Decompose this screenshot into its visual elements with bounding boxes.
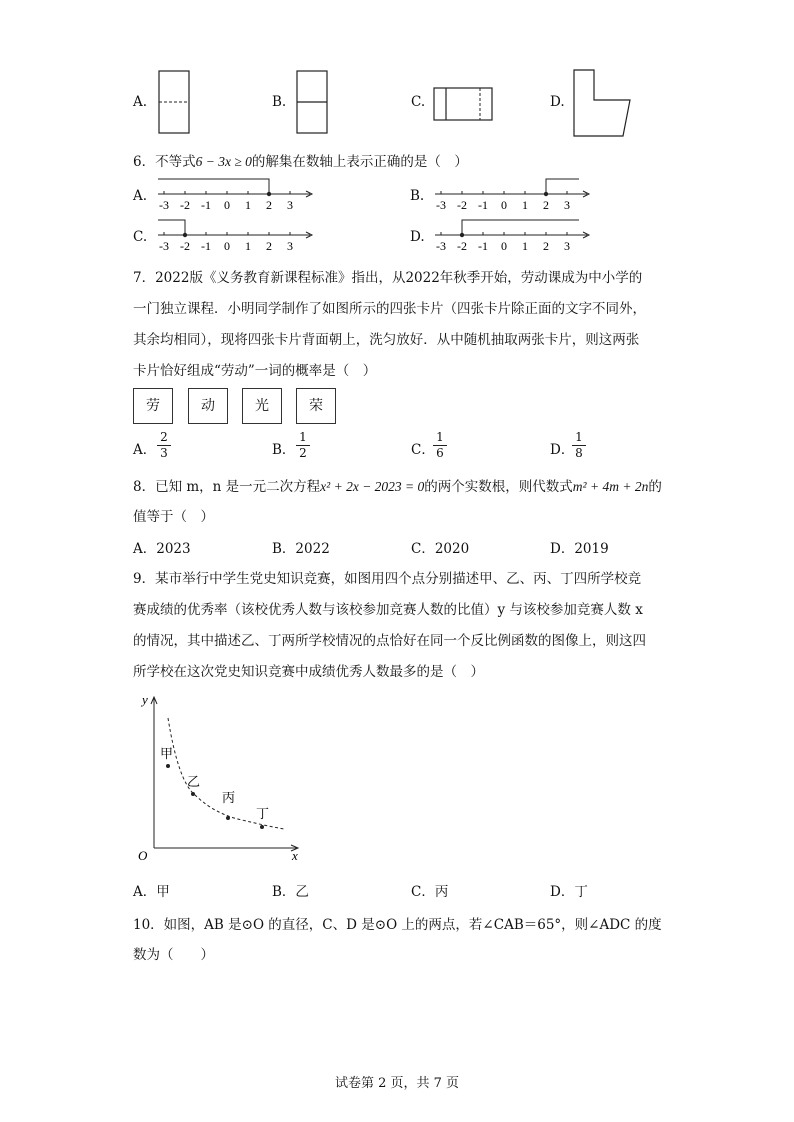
origin-label: O [138,848,148,863]
q9-option-c: C．丙 [411,884,449,900]
q8-option-c: C．2020 [411,541,470,557]
q5-figure-a [150,68,200,138]
q8-suffix: 的 [648,479,662,495]
tick-label: 1 [245,198,251,212]
q6-option-b-label: B. [410,188,425,204]
tick-label: -2 [457,239,467,253]
q5-option-c-label: C. [411,94,426,110]
q7-option-c-fraction [433,430,447,461]
tick-label: 3 [287,239,293,253]
tick-label: -3 [159,239,169,253]
point-yi [191,792,195,796]
q7-option-a-fraction [157,430,171,461]
tick-label: 0 [224,239,230,253]
point-jia-label: 甲 [160,746,174,761]
point-ding-label: 丁 [256,806,270,821]
q8-option-b: B．2022 [272,541,330,557]
point-bing [226,816,230,820]
q7-option-d-fraction [572,430,586,461]
denominator: 2 [296,445,310,461]
q9-option-b: B．乙 [272,884,309,900]
q6-stem-suffix: 的解集在数轴上表示正确的是（ ） [251,154,468,170]
q9-line-3: 的情况，其中描述乙、丁两所学校情况的点恰好在同一个反比例函数的图像上，则这四 [133,633,646,649]
q9-line-2: 赛成绩的优秀率（该校优秀人数与该校参加竞赛人数的比值）y 与该校参加竞赛人数 x [133,602,643,618]
tick-label: 3 [564,239,570,253]
q7-line-4: 卡片恰好组成“劳动”一词的概率是（ ） [133,363,377,379]
q9-option-a: A．甲 [133,884,170,900]
tick-label: 0 [501,198,507,212]
tick-label: -1 [478,198,488,212]
q7-card-3: 光 [242,388,282,424]
q7-card-4: 荣 [296,388,336,424]
tick-label: -1 [201,198,211,212]
q8-option-d: D．2019 [550,541,609,557]
q7-option-d-label: D． [550,442,575,458]
q7-line-2: 一门独立课程．小明同学制作了如图所示的四张卡片（四张卡片除正面的文字不同外， [133,301,646,317]
x-axis-label: x [292,848,298,863]
q6-option-c-label: C. [133,229,148,245]
q8-equation: x² + 2x − 2023 = 0 [320,479,425,494]
q6-inequality: 6 − 3x ≥ 0 [195,154,252,169]
q5-option-b-label: B. [272,94,287,110]
q10-line-2: 数为（ ） [133,947,214,963]
q7-option-b-fraction [296,430,310,461]
tick-label: -3 [436,198,446,212]
q7-line-1: 7．2022版《义务教育新课程标准》指出，从2022年秋季开始，劳动课成为中小学的 [133,270,643,286]
q7-option-c-label: C． [411,442,435,458]
tick-label: 1 [522,198,528,212]
q9-line-1: 9．某市举行中学生党史知识竞赛，如图用四个点分别描述甲、乙、丙、丁四所学校竞 [133,571,642,587]
q6-stem-prefix: 6．不等式 [133,154,196,170]
point-jia [166,764,170,768]
denominator: 3 [157,445,171,461]
q8-line-1 [133,475,662,495]
q8-expression: m² + 4m + 2n [572,479,649,494]
q6-numberline-d [427,213,597,255]
q10-line-1: 10．如图，AB 是⊙O 的直径，C、D 是⊙O 上的两点，若∠CAB＝65°，则∠ADC 的度 [133,917,662,933]
y-axis-label: y [142,692,148,707]
q9-graph [132,688,312,868]
numerator: 1 [575,430,583,444]
tick-label: 2 [543,239,549,253]
tick-label: 2 [266,198,272,212]
q5-figure-c [430,85,500,125]
tick-label: -2 [180,239,190,253]
page-footer: 试卷第 2 页，共 7 页 [334,1076,460,1091]
point-ding [260,825,264,829]
point-yi-label: 乙 [187,774,201,789]
tick-label: 1 [245,239,251,253]
tick-label: -2 [457,198,467,212]
q7-card-2: 动 [188,388,228,424]
tick-label: 0 [501,239,507,253]
q6-numberline-b [427,172,597,214]
numerator: 1 [299,430,307,444]
numerator: 1 [436,430,444,444]
tick-label: -1 [201,239,211,253]
q6-option-d-label: D. [410,229,425,245]
q5-figure-d [568,66,638,140]
q6-numberline-c [150,213,320,255]
q7-option-a-label: A． [133,442,157,458]
tick-label: -3 [159,198,169,212]
tick-label: 2 [543,198,549,212]
q6-option-a-label: A. [133,188,148,204]
q5-figure-b [288,68,338,138]
q7-card-1: 劳 [133,388,173,424]
tick-label: 3 [287,198,293,212]
tick-label: 2 [266,239,272,253]
tick-label: 1 [522,239,528,253]
tick-label: -2 [180,198,190,212]
q9-line-4: 所学校在这次党史知识竞赛中成绩优秀人数最多的是（ ） [133,664,484,680]
q8-prefix: 8．已知 m，n 是一元二次方程 [133,479,321,495]
denominator: 6 [433,445,447,461]
q8-option-a: A．2023 [133,541,191,557]
q5-option-d-label: D. [550,94,565,110]
denominator: 8 [572,445,586,461]
tick-label: -3 [436,239,446,253]
q8-line-2: 值等于（ ） [133,509,214,525]
tick-label: 0 [224,198,230,212]
numerator: 2 [160,430,168,444]
point-bing-label: 丙 [222,790,236,805]
q8-mid: 的两个实数根，则代数式 [424,479,573,495]
q7-line-3: 其余均相同），现将四张卡片背面朝上，洗匀放好．从中随机抽取两张卡片，则这两张 [133,332,640,348]
tick-label: 3 [564,198,570,212]
q6-stem [133,150,468,170]
q7-option-b-label: B． [272,442,296,458]
tick-label: -1 [478,239,488,253]
q6-numberline-a [150,172,320,214]
q9-option-d: D．丁 [550,884,588,900]
q5-option-a-label: A. [133,94,148,110]
